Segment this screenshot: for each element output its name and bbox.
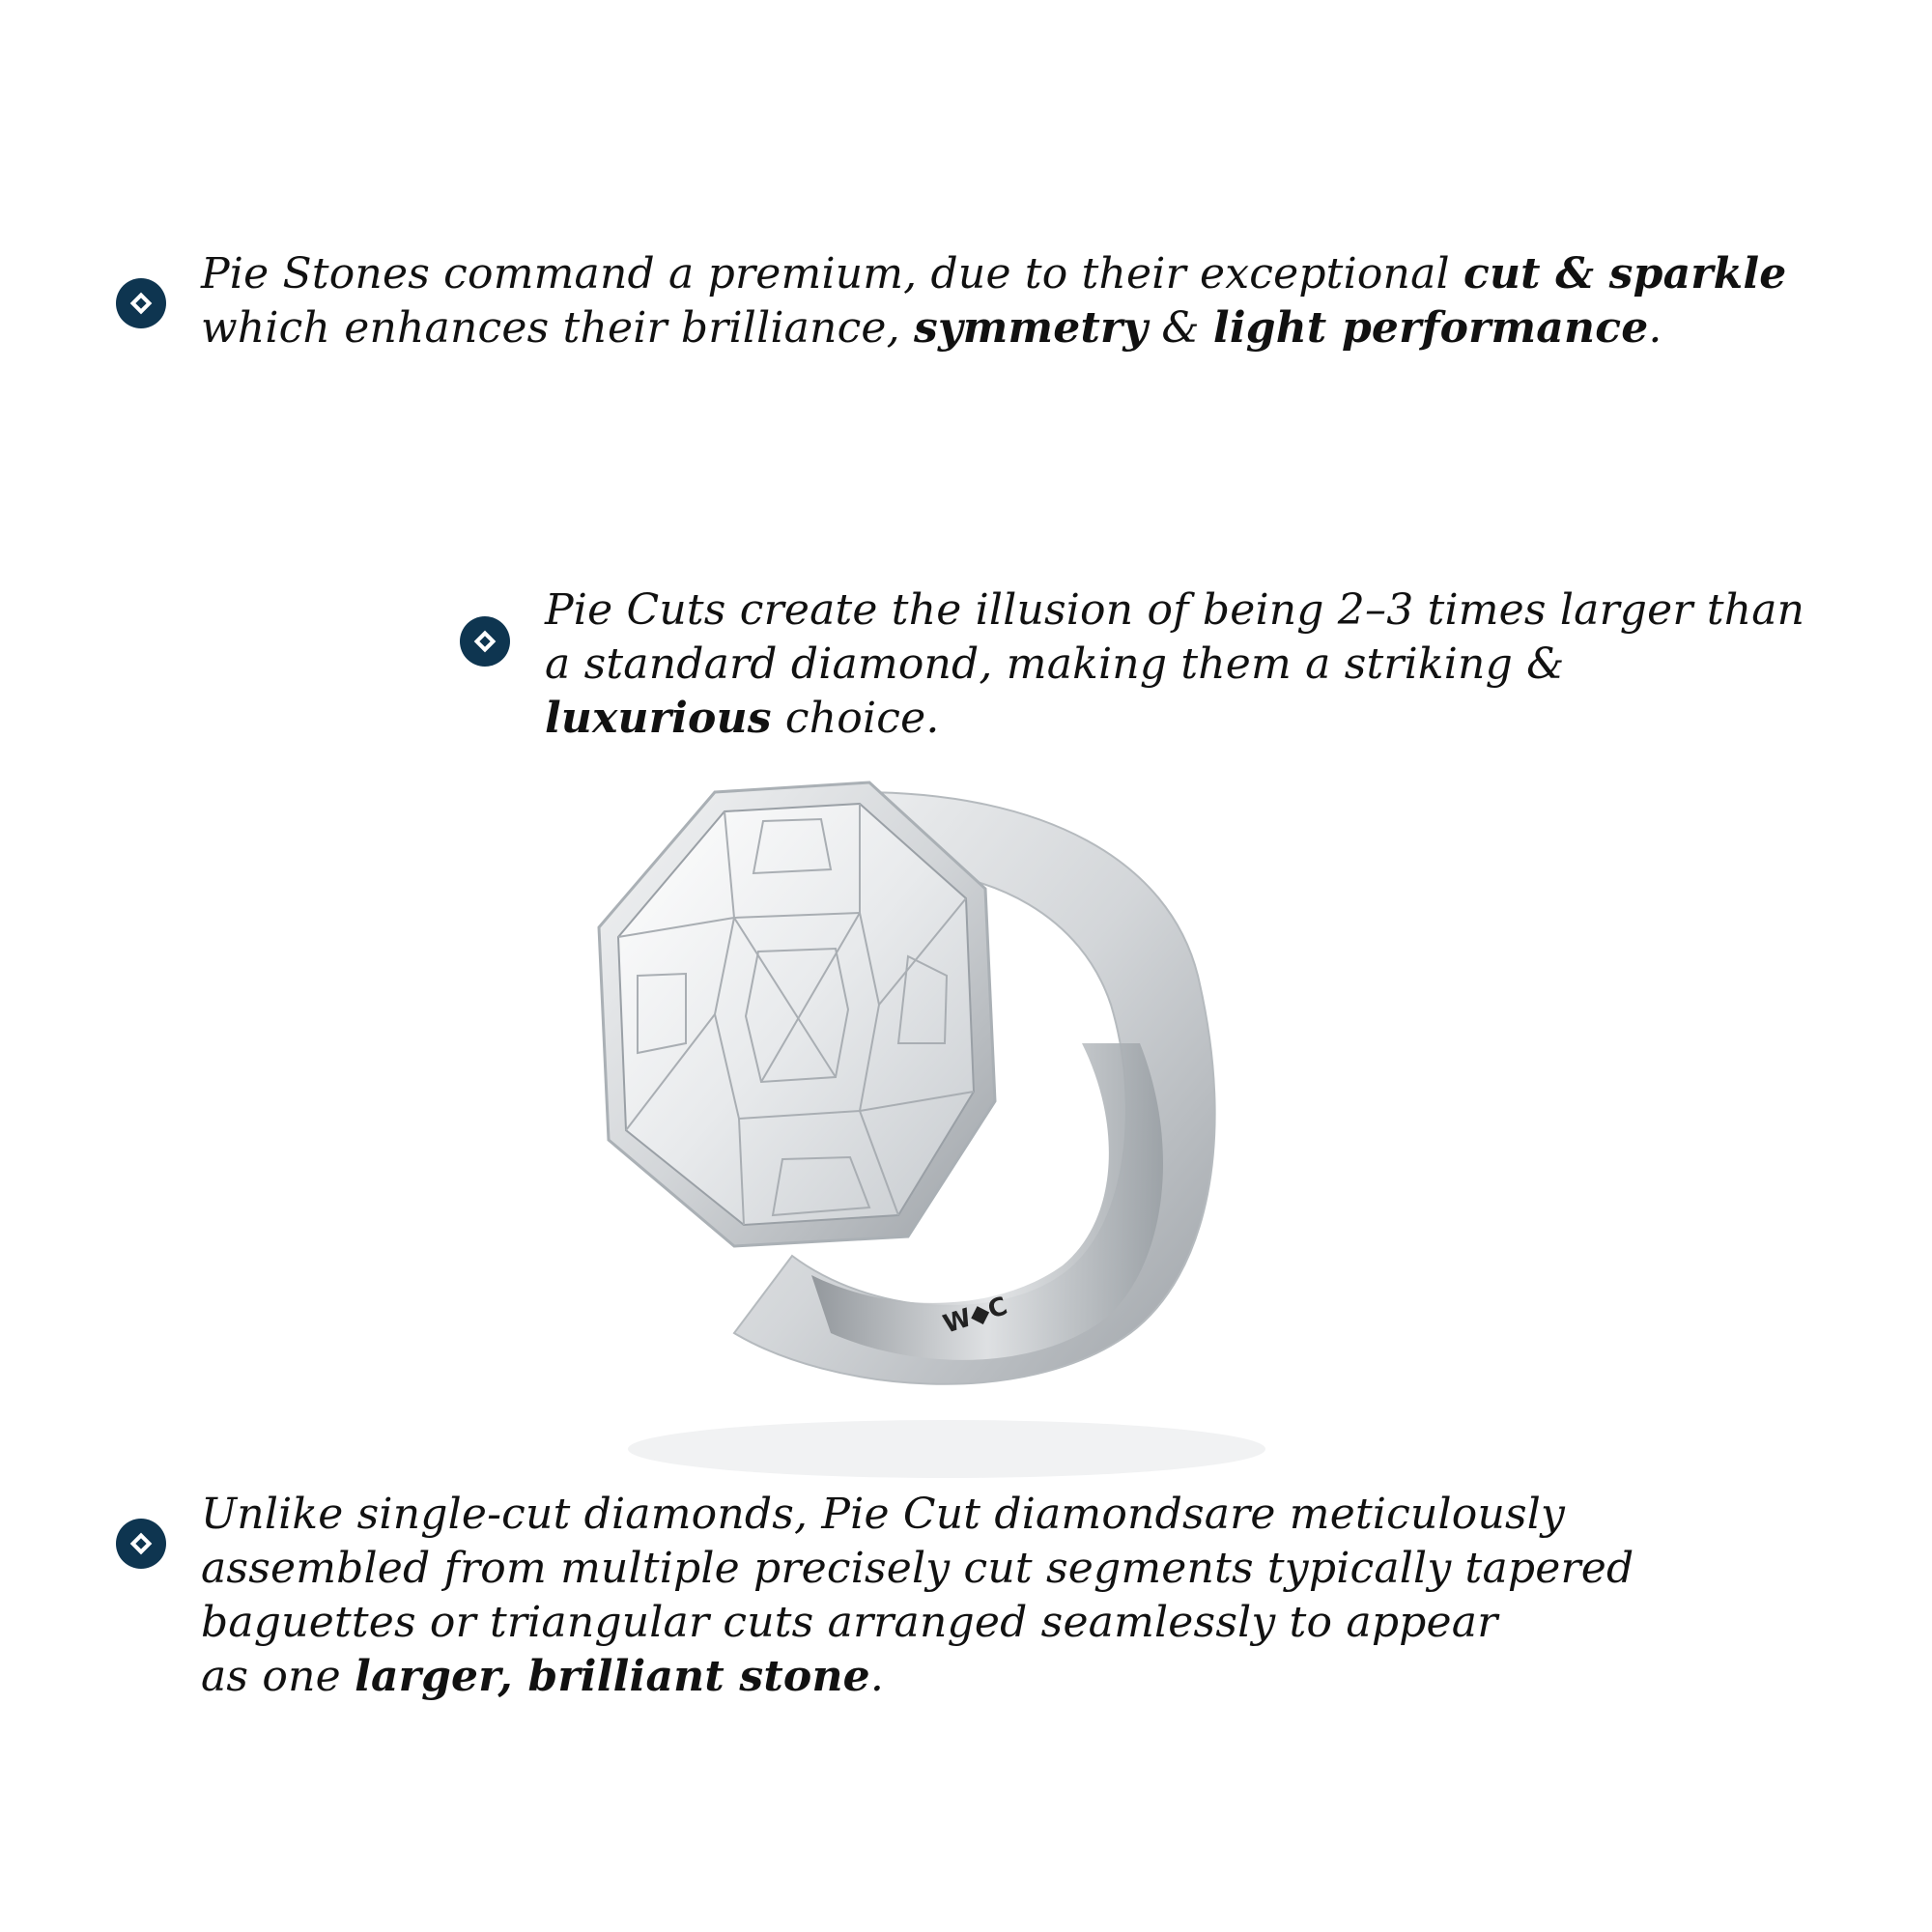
- diamond-bullet-icon: [460, 616, 510, 667]
- feature-3-line-1: Unlike single-cut diamonds, Pie Cut diamondsare meticulously: [201, 1490, 1566, 1539]
- feature-2-line-1: Pie Cuts create the illusion of being 2–3 times larger than: [545, 585, 1805, 635]
- feature-text-3: [201, 1488, 1634, 1704]
- feature-text-2: [545, 583, 1804, 746]
- feature-1-line-2: which enhances their brilliance, symmetry & light performance.: [201, 303, 1662, 353]
- feature-1-line-1: Pie Stones command a premium, due to their exceptional cut & sparkle: [201, 249, 1787, 298]
- diamond-bullet-icon: [116, 1519, 166, 1569]
- feature-3-line-2: assembled from multiple precisely cut segments typically tapered: [201, 1544, 1634, 1593]
- feature-2-line-2: a standard diamond, making them a striking &: [545, 639, 1565, 689]
- ring-brand-mark: W◆C: [939, 1292, 1011, 1340]
- feature-text-1: [201, 247, 1786, 355]
- diamond-bullet-icon: [116, 278, 166, 328]
- pie-cut-ring-image: [541, 753, 1333, 1488]
- feature-2-line-3: luxurious choice.: [545, 694, 940, 743]
- ring-shadow: [628, 1420, 1265, 1478]
- feature-3-line-3: baguettes or triangular cuts arranged seamlessly to appear: [201, 1598, 1498, 1647]
- feature-3-line-4: as one larger, brilliant stone.: [201, 1652, 885, 1701]
